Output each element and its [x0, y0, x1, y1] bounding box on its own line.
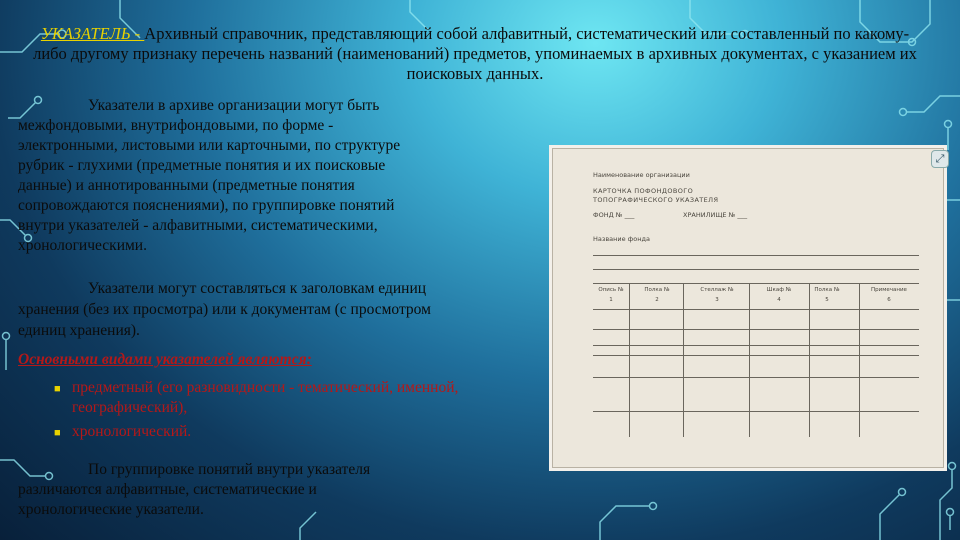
paragraph-line: хранения (без их просмотра) или к документам (с просмотром	[18, 301, 431, 318]
card-column-number: 6	[887, 297, 891, 303]
index-card-image	[552, 148, 944, 468]
card-rule	[593, 269, 919, 270]
card-rule	[593, 377, 919, 378]
list-item	[54, 422, 494, 442]
card-column-number: 1	[609, 297, 613, 303]
card-fond-name-label: Название фонда	[593, 235, 650, 243]
card-column-divider	[629, 283, 630, 437]
paragraph-line: сопровождаются пояснениями), по группировке понятий	[18, 197, 395, 214]
card-column-header: Примечание	[871, 287, 907, 293]
expand-icon[interactable]: ⤢	[931, 150, 949, 168]
card-rule	[593, 411, 919, 412]
paragraph-line: хронологическими.	[18, 237, 147, 254]
bullet-square-icon: ■	[54, 427, 61, 439]
card-column-header: Полка №	[644, 287, 670, 293]
title-definition: Архивный справочник, представляющий собой алфавитный, систематический или составленный по какому-либо другому признаку перечень названий (наименований) предметов, упоминаемых в архивных документах, с указанием их поисковых данных.	[33, 24, 917, 83]
card-column-number: 5	[825, 297, 829, 303]
paragraph-line: рубрик - глухими (предметные понятия и их поисковые	[18, 157, 386, 174]
card-org-label: Наименование организации	[593, 171, 690, 179]
card-column-header: Шкаф №	[766, 287, 792, 293]
paragraph-line: электронными, листовыми или карточными, по структуре	[18, 137, 401, 154]
title-term: УКАЗАТЕЛЬ -	[40, 24, 145, 43]
paragraph-line: единиц хранения).	[18, 322, 140, 339]
card-column-number: 2	[655, 297, 659, 303]
paragraph-line: хронологические указатели.	[18, 501, 204, 518]
card-storage-label: ХРАНИЛИЩЕ № ___	[683, 211, 748, 219]
card-rule	[593, 255, 919, 256]
paragraph-grouping	[18, 460, 498, 520]
card-rule	[593, 355, 919, 356]
paragraph-line: различаются алфавитные, систематические и	[18, 481, 317, 498]
card-column-divider	[859, 283, 860, 437]
kinds-heading: Основными видами указателей являются:	[18, 351, 312, 368]
card-column-number: 3	[715, 297, 719, 303]
paragraph-line: внутри указателей - алфавитными, систематическими,	[18, 217, 378, 234]
card-title-line: КАРТОЧКА ПОФОНДОВОГО	[593, 187, 694, 195]
paragraph-line: данные) и аннотированными (предметные понятия	[18, 177, 355, 194]
paragraph-composition	[18, 278, 518, 341]
card-column-divider	[683, 283, 684, 437]
paragraph-line: Указатели могут составляться к заголовкам единиц	[88, 280, 427, 297]
card-rule	[593, 309, 919, 310]
paragraph-line: По группировке понятий внутри указателя	[88, 461, 371, 478]
card-column-number: 4	[777, 297, 781, 303]
paragraph-line: межфондовыми, внутрифондовыми, по форме -	[18, 117, 334, 134]
bullet-square-icon: ■	[54, 383, 61, 395]
slide-title	[30, 24, 920, 84]
card-rule	[593, 345, 919, 346]
kinds-list	[54, 378, 494, 446]
card-rule	[593, 329, 919, 330]
card-column-divider	[749, 283, 750, 437]
card-column-header: Стеллаж №	[700, 287, 734, 293]
card-title-line: ТОПОГРАФИЧЕСКОГО УКАЗАТЕЛЯ	[593, 196, 719, 204]
paragraph-types	[18, 96, 518, 256]
card-column-divider	[809, 283, 810, 437]
list-item-text: предметный (его разновидности - тематический, именной, географический),	[72, 379, 459, 416]
card-fond-label: ФОНД № ___	[593, 211, 635, 219]
card-rule	[593, 283, 919, 284]
list-item-text: хронологический.	[72, 423, 192, 440]
card-column-header: Полка №	[814, 287, 840, 293]
list-item	[54, 378, 494, 418]
card-column-header: Опись №	[598, 287, 624, 293]
paragraph-line: Указатели в архиве организации могут быть	[88, 97, 380, 114]
